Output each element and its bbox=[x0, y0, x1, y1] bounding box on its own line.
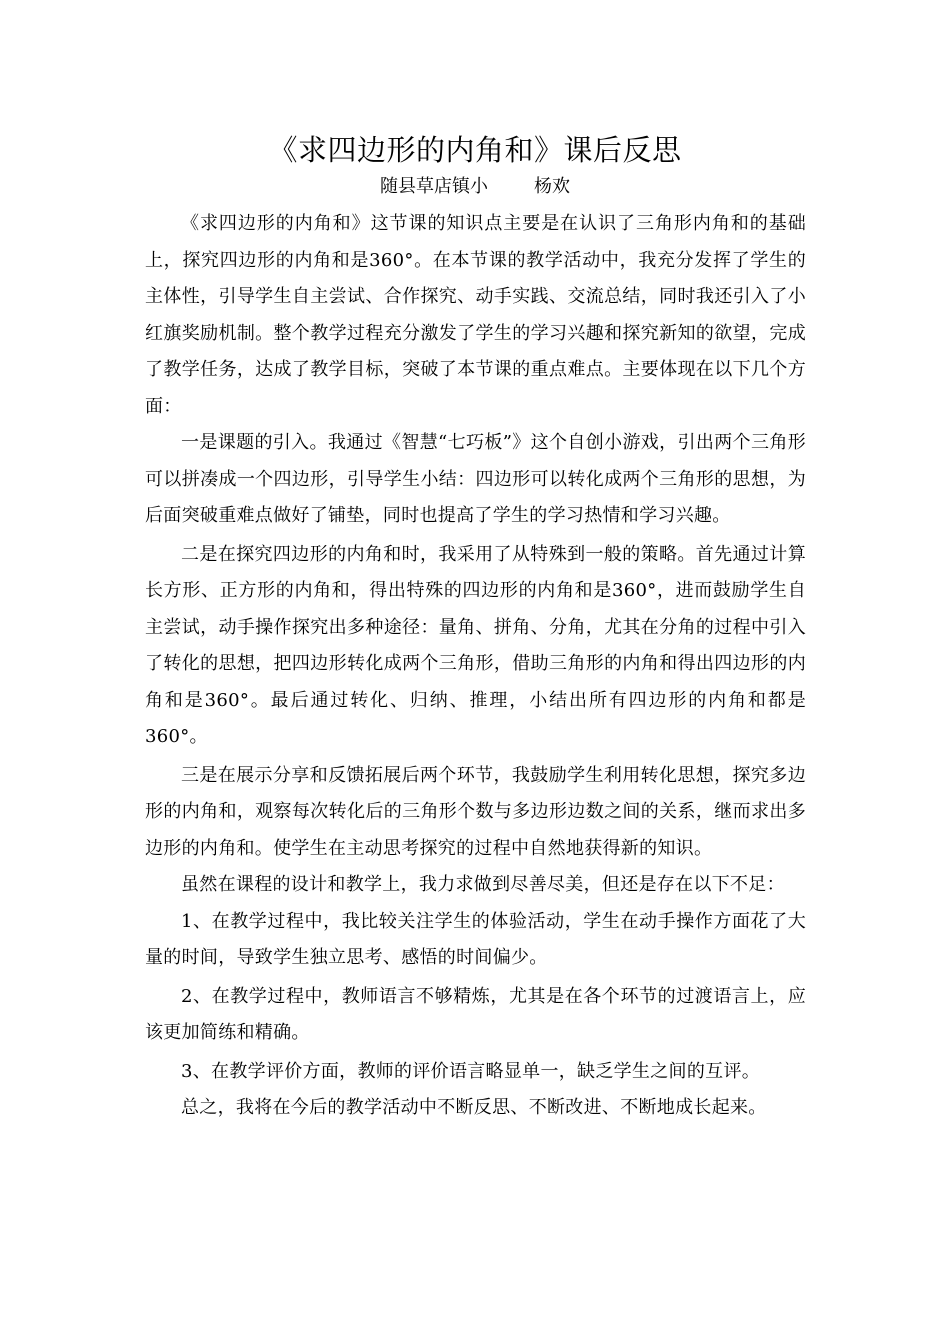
paragraph-shortcoming-1: 1、在教学过程中，我比较关注学生的体验活动，学生在动手操作方面花了大量的时间，导致学生独立思考、感悟的时间偏少。 bbox=[145, 910, 806, 968]
paragraph-shortcoming-3: 3、在教学评价方面，教师的评价语言略显单一，缺乏学生之间的互评。 bbox=[181, 1060, 761, 1082]
paragraph-intro: 《求四边形的内角和》这节课的知识点主要是在认识了三角形内角和的基础上，探究四边形的内角和是360°。在本节课的教学活动中，我充分发挥了学生的主体性，引导学生自主尝试、合作探究、动手实践、交流总结，同时我还引入了小红旗奖励机制。整个教学过程充分激发了学生的学习兴趣和探究新知的欲望，完成了教学任务，达成了教学目标，突破了本节课的重点难点。主要体现在以下几个方面： bbox=[145, 213, 806, 417]
paragraph-conclusion: 总之，我将在今后的教学活动中不断反思、不断改进、不断地成长起来。 bbox=[181, 1097, 767, 1118]
document-title: 《求四边形的内角和》课后反思 bbox=[268, 133, 682, 167]
author-name: 杨欢 bbox=[534, 176, 570, 197]
paragraph-point-3: 三是在展示分享和反馈拓展后两个环节，我鼓励学生利用转化思想，探究多边形的内角和，观察每次转化后的三角形个数与多边形边数之间的关系，继而求出多边形的内角和。使学生在主动思考探究的过程中自然地获得新的知识。 bbox=[145, 764, 806, 859]
paragraph-point-2: 二是在探究四边形的内角和时，我采用了从特殊到一般的策略。首先通过计算长方形、正方形的内角和，得出特殊的四边形的内角和是360°，进而鼓励学生自主尝试，动手操作探究出多种途径：量角、拼角、分角，尤其在分角的过程中引入了转化的思想，把四边形转化成两个三角形，借助三角形的内角和得出四边形的内角和是360°。最后通过转化、归纳、推理，小结出所有四边形的内角和都是360°。 bbox=[145, 543, 806, 747]
byline bbox=[0, 172, 950, 202]
school-name: 随县草店镇小 bbox=[380, 176, 488, 197]
paragraph-point-1: 一是课题的引入。我通过《智慧“七巧板”》这个自创小游戏，引出两个三角形可以拼凑成一个四边形，引导学生小结：四边形可以转化成两个三角形的思想，为后面突破重难点做好了铺垫，同时也提高了学生的学习热情和学习兴趣。 bbox=[145, 432, 806, 526]
document-body bbox=[145, 206, 806, 1127]
paragraph-shortcomings-intro: 虽然在课程的设计和教学上，我力求做到尽善尽美，但还是存在以下不足： bbox=[181, 874, 785, 895]
paragraph-shortcoming-2: 2、在教学过程中，教师语言不够精炼，尤其是在各个环节的过渡语言上，应该更加简练和精确。 bbox=[145, 985, 806, 1043]
